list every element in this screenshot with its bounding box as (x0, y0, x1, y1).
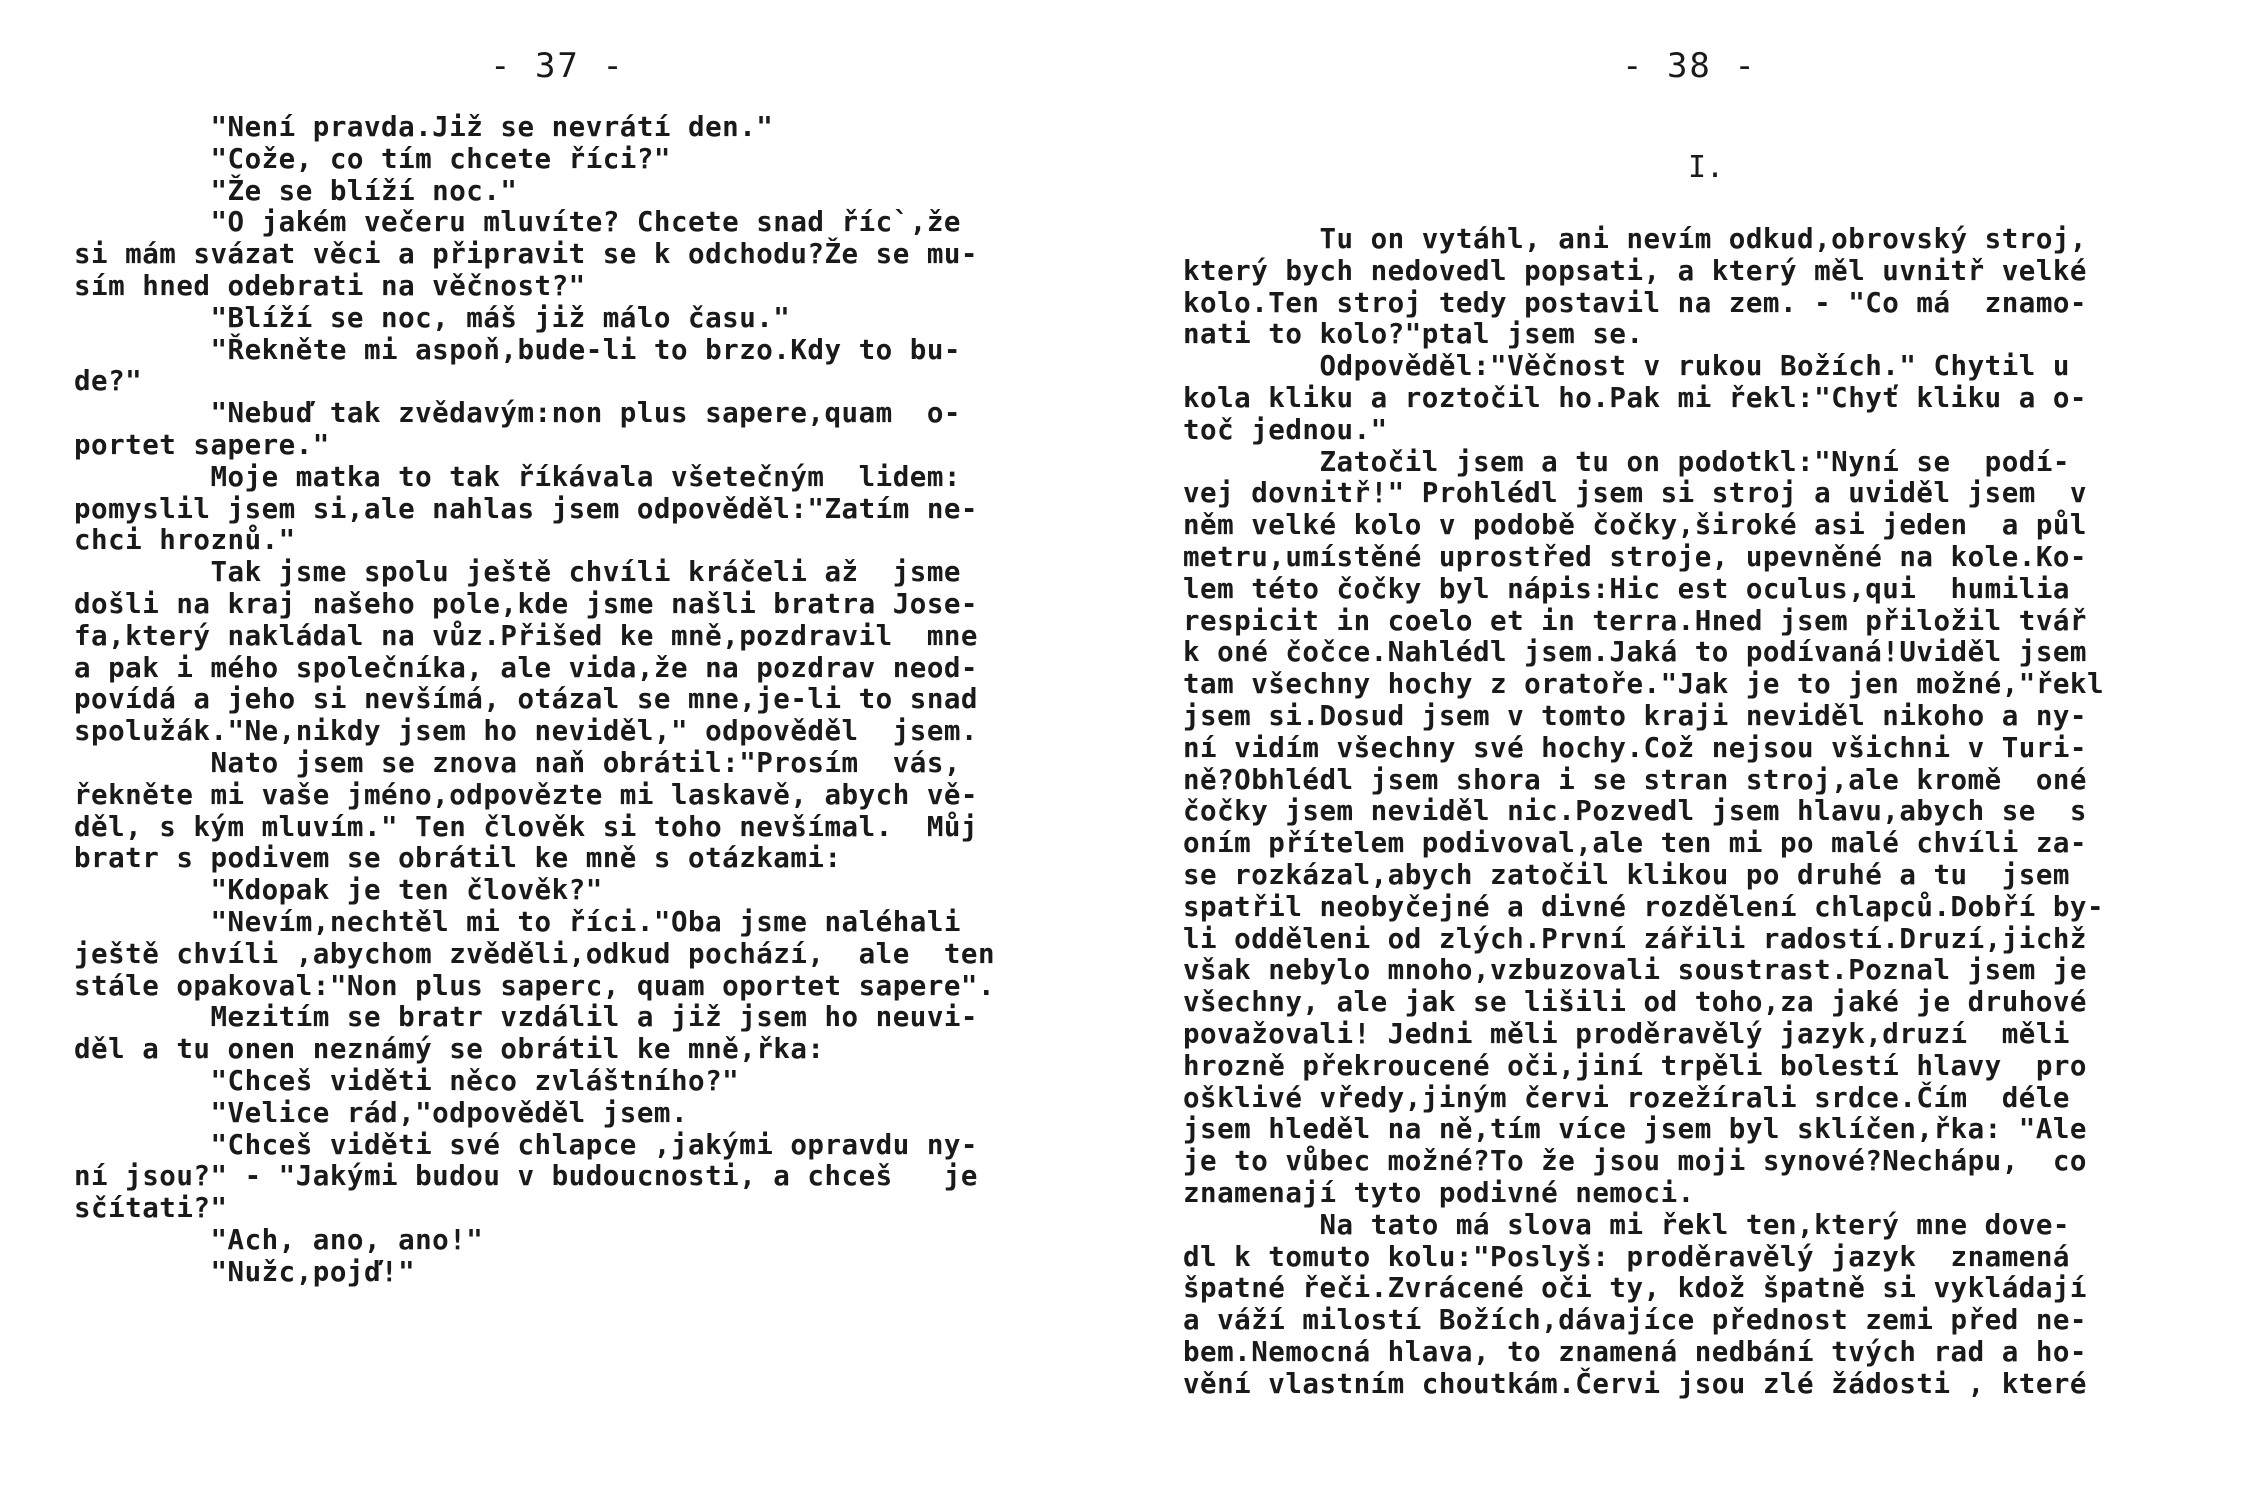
text-line: který bych nedovedl popsati, a který měl uvnitř velké (1183, 254, 2087, 287)
text-line: Tu on vytáhl, ani nevím odkud,obrovský stroj, (1183, 223, 2087, 255)
text-line: ně?Obhlédl jsem shora i se stran stroj,ale kromě oné (1183, 763, 2087, 796)
text-line: Mezitím se bratr vzdálil a již jsem ho neuvi- (74, 1001, 978, 1034)
text-line: Tak jsme spolu ještě chvíli kráčeli až jsme (74, 556, 961, 589)
text-line: znamenají tyto podivné nemoci. (1183, 1176, 1695, 1209)
text-line: a váží milostí Božích,dávajíce přednost zemi před ne- (1183, 1304, 2087, 1337)
text-line: "Chceš viděti své chlapce ,jakými opravdu ny- (74, 1128, 978, 1161)
text-line: Zatočil jsem a tu on podotkl:"Nyní se podí- (1183, 445, 2070, 478)
text-line: k oné čočce.Nahlédl jsem.Jaká to podívaná!Uviděl jsem (1183, 636, 2087, 669)
text-line: tam všechny hochy z oratoře."Jak je to jen možné,"řekl (1183, 668, 2105, 701)
text-line: ní jsou?" - "Jakými budou v budoucnosti, a chceš je (74, 1160, 978, 1193)
text-line: "Není pravda.Již se nevrátí den." (74, 111, 774, 143)
text-line: "Chceš viděti něco zvláštního?" (74, 1064, 740, 1097)
text-line: "Cože, co tím chcete říci?" (74, 142, 671, 175)
text-line: "Nevím,nechtěl mi to říci."Oba jsme naléhali (74, 905, 961, 938)
text-line: respicit in coelo et in terra.Hned jsem přiložil tvář (1183, 604, 2087, 637)
text-line: něm velké kolo v podobě čočky,široké asi jeden a půl (1183, 509, 2087, 542)
page-text (1183, 224, 2104, 1400)
text-line: se rozkázal,abych zatočil klikou po druhé a tu jsem (1183, 858, 2070, 891)
text-line: "Kdopak je ten člověk?" (74, 874, 603, 907)
text-line: kola kliku a roztočil ho.Pak mi řekl:"Chyť kliku a o- (1183, 381, 2087, 414)
text-line: "Řekněte mi aspoň,bude-li to brzo.Kdy to bu- (74, 333, 961, 366)
text-line: "Nebuď tak zvědavým:non plus sapere,quam o- (74, 397, 961, 430)
text-line: nati to kolo?"ptal jsem se. (1183, 318, 1644, 351)
text-line: spatřil neobyčejné a divné rozdělení chlapců.Dobří by- (1183, 890, 2105, 923)
text-line: vej dovnitř!" Prohlédl jsem si stroj a uviděl jsem v (1183, 477, 2087, 510)
text-line: ní vidím všechny své hochy.Což nejsou všichni v Turi- (1183, 731, 2087, 764)
text-line: sčítati?" (74, 1192, 228, 1225)
text-line: "O jakém večeru mluvíte? Chcete snad říc`,že (74, 206, 961, 239)
chapter-heading: I. (1688, 150, 1725, 185)
text-line: pomyslil jsem si,ale nahlas jsem odpověděl:"Zatím ne- (74, 492, 978, 525)
text-line: však nebylo mnoho,vzbuzovali soustrast.Poznal jsem je (1183, 954, 2087, 987)
text-line: děl, s kým mluvím." Ten člověk si toho nevšímal. Můj (74, 810, 978, 843)
text-line: jsem si.Dosud jsem v tomto kraji neviděl nikoho a ny- (1183, 699, 2087, 732)
text-line: oním přítelem podivoval,ale ten mi po malé chvíli za- (1183, 827, 2087, 860)
text-line: povídá a jeho si nevšímá, otázal se mne,je-li to snad (74, 683, 978, 716)
text-line: de?" (74, 365, 143, 398)
text-line: chci hroznů." (74, 524, 296, 557)
text-line: dl k tomuto kolu:"Poslyš: proděravělý jazyk znamená (1183, 1240, 2070, 1273)
text-line: Nato jsem se znova naň obrátil:"Prosím vás, (74, 746, 961, 779)
text-line: bem.Nemocná hlava, to znamená nedbání tvých rad a ho- (1183, 1335, 2087, 1368)
text-line: čočky jsem neviděl nic.Pozvedl jsem hlavu,abych se s (1183, 795, 2087, 828)
text-line: stále opakoval:"Non plus saperc, quam oportet sapere". (74, 969, 996, 1002)
text-line: Odpověděl:"Věčnost v rukou Božích." Chytil u (1183, 350, 2070, 383)
text-line: lem této čočky byl nápis:Hic est oculus,qui humilia (1183, 572, 2070, 605)
text-line: Moje matka to tak říkávala všetečným lidem: (74, 460, 961, 493)
text-line: portet sapere." (74, 428, 330, 461)
text-line: špatné řeči.Zvrácené oči ty, kdož špatně si vykládají (1183, 1272, 2087, 1305)
text-line: fa,který nakládal na vůz.Přišed ke mně,pozdravil mne (74, 619, 978, 652)
text-line: děl a tu onen neznámý se obrátil ke mně,řka: (74, 1033, 825, 1066)
text-line: sím hned odebrati na věčnost?" (74, 269, 586, 302)
text-line: "Velice rád,"odpověděl jsem. (74, 1096, 689, 1129)
text-line: li odděleni od zlých.První zářili radostí.Druzí,jichž (1183, 922, 2087, 955)
text-line: a pak i mého společníka, ale vida,že na pozdrav neod- (74, 651, 978, 684)
right-page (1130, 0, 2260, 1500)
text-line: došli na kraj našeho pole,kde jsme našli bratra Jose- (74, 587, 978, 620)
text-line: toč jednou." (1183, 413, 1388, 446)
text-line: metru,umístěné uprostřed stroje, upevněné na kole.Ko- (1183, 540, 2087, 573)
text-line: vění vlastním choutkám.Červi jsou zlé žádosti , které (1183, 1367, 2087, 1400)
text-line: si mám svázat věci a připravit se k odchodu?Že se mu- (74, 238, 978, 271)
text-line: je to vůbec možné?To že jsou moji synové?Nechápu, co (1183, 1145, 2087, 1178)
page-number: - 38 - (1622, 46, 1757, 86)
text-line: "Ach, ano, ano!" (74, 1223, 484, 1256)
page-number: - 37 - (490, 46, 625, 86)
text-line: "Blíží se noc, máš již málo času." (74, 301, 791, 334)
text-line: ještě chvíli ,abychom zvěděli,odkud pochází, ale ten (74, 937, 996, 970)
text-line: ošklivé vředy,jiným červi rozežírali srdce.Čím déle (1183, 1081, 2070, 1114)
text-line: "Že se blíží noc." (74, 174, 518, 207)
text-line: Na tato má slova mi řekl ten,který mne dove- (1183, 1208, 2070, 1241)
text-line: kolo.Ten stroj tedy postavil na zem. - "Co má znamo- (1183, 286, 2087, 319)
text-line: řekněte mi vaše jméno,odpovězte mi laskavě, abych vě- (74, 778, 978, 811)
text-line: hrozně překroucené oči,jiní trpěli bolestí hlavy pro (1183, 1049, 2087, 1082)
text-line: spolužák."Ne,nikdy jsem ho neviděl," odpověděl jsem. (74, 715, 978, 748)
text-line: "Nužc,pojď!" (74, 1255, 416, 1288)
text-line: bratr s podivem se obrátil ke mně s otázkami: (74, 842, 842, 875)
page-text (74, 112, 995, 1288)
text-line: všechny, ale jak se lišili od toho,za jaké je druhové (1183, 986, 2087, 1019)
text-line: považovali! Jedni měli proděravělý jazyk,druzí měli (1183, 1017, 2070, 1050)
text-line: jsem hleděl na ně,tím více jsem byl sklíčen,řka: "Ale (1183, 1113, 2087, 1146)
